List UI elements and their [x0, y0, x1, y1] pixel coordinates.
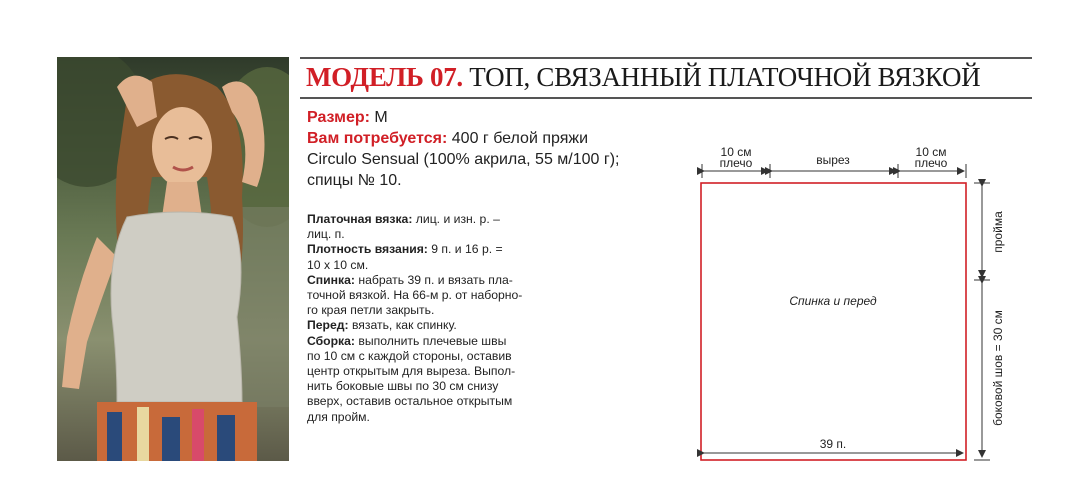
front-text: вязать, как спинку. [351, 318, 457, 333]
model-illustration [57, 57, 289, 461]
assembly-label: Сборка: [307, 333, 355, 348]
garter-stitch-line [307, 212, 539, 227]
shoulder-left-cm: 10 см [720, 145, 752, 159]
gauge-label: Плотность вязания: [307, 242, 428, 257]
back-label: Спинка: [307, 272, 355, 287]
back-text-2: точной вязкой. На 66-м р. от наборно- [307, 288, 523, 303]
model-photo [57, 57, 289, 461]
armhole-label: пройма [991, 211, 1005, 253]
assembly-text-5: вверх, оставив остальное открытым [307, 394, 513, 409]
materials-line-2: Circulo Sensual (100% акрила, 55 м/100 г); [307, 151, 620, 168]
assembly-text-2: по 10 см с каждой стороны, оставив [307, 348, 512, 363]
size-label: Размер: [307, 109, 370, 126]
back-text-3: го края петли закрыть. [307, 303, 435, 318]
materials-label: Вам потребуется: [307, 130, 448, 147]
gauge-line [307, 242, 539, 257]
garter-stitch-label: Платочная вязка: [307, 212, 413, 226]
assembly-text-1: выполнить плечевые швы [358, 333, 507, 348]
pattern-piece-outline [701, 183, 966, 460]
pattern-diagram [680, 140, 1040, 470]
model-number: МОДЕЛЬ 07. [306, 62, 463, 92]
garter-stitch-text-2: лиц. п. [307, 227, 345, 242]
neckline-label: вырез [816, 153, 850, 167]
materials-line-3: спицы № 10. [307, 172, 402, 189]
size-line [307, 107, 667, 128]
title-rule-bottom [300, 97, 1032, 99]
instructions-block [307, 212, 539, 425]
assembly-text-4: нить боковые швы по 30 см снизу [307, 379, 499, 394]
materials-line-1: 400 г белой пряжи [451, 130, 589, 147]
garter-stitch-text-1: лиц. и изн. р. – [415, 212, 500, 226]
side-seam-label: боковой шов = 30 см [991, 310, 1005, 426]
front-line [307, 318, 539, 333]
gauge-text-2: 10 х 10 см. [307, 257, 369, 272]
assembly-text-3: центр открытым для выреза. Выпол- [307, 364, 516, 379]
shoulder-right-cm: 10 см [915, 145, 947, 159]
back-text-1: набрать 39 п. и вязать пла- [358, 272, 513, 287]
model-name: ТОП, СВЯЗАННЫЙ ПЛАТОЧНОЙ ВЯЗКОЙ [469, 62, 981, 92]
size-value: M [374, 109, 388, 126]
page-title [306, 61, 980, 93]
back-line [307, 273, 539, 288]
diagram-svg [680, 140, 1040, 470]
shoulder-right-label: плечо [914, 156, 948, 170]
requirements-block [307, 107, 667, 191]
assembly-line [307, 334, 539, 349]
shoulder-left-label: плечо [719, 156, 753, 170]
bottom-stitches: 39 п. [819, 437, 847, 451]
front-label: Перед: [307, 318, 349, 333]
gauge-text-1: 9 п. и 16 р. = [431, 242, 503, 257]
assembly-text-6: для пройм. [307, 409, 370, 424]
materials-line [307, 128, 667, 149]
piece-label: Спинка и перед [789, 294, 877, 308]
title-rule-top [300, 57, 1032, 59]
